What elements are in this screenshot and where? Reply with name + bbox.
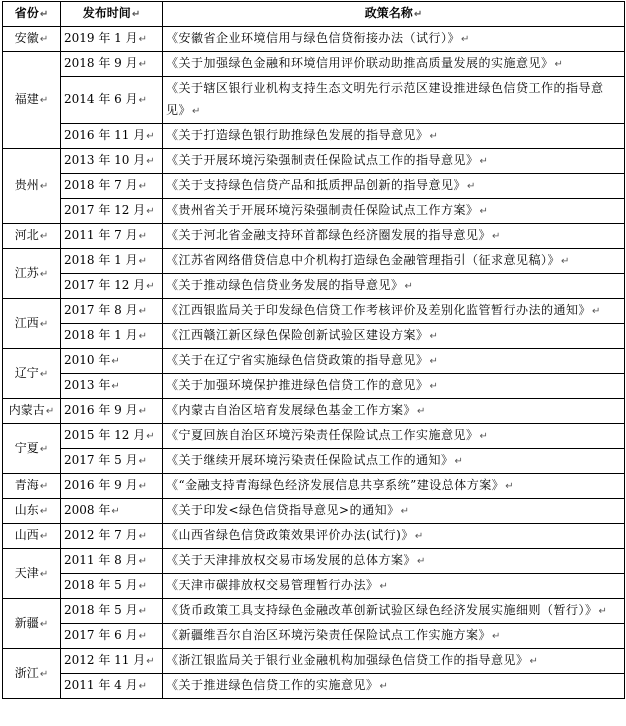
- table-row: [3, 199, 625, 224]
- date-cell: 2011 年 4 月↵: [61, 674, 163, 699]
- date-text: 2018 年 1 月: [64, 328, 138, 342]
- policy-text: 《江苏省网络借贷信息中介机构打造绿色金融管理指引（征求意见稿）》: [166, 253, 561, 267]
- policy-cell: 《关于加强绿色金融和环境信用评价联动助推高质量发展的实施意见》↵: [163, 52, 625, 77]
- policy-cell: 《浙江银监局关于银行业金融机构加强绿色信贷工作的指导意见》↵: [163, 649, 625, 674]
- date-text: 2017 年 12 月: [64, 278, 146, 292]
- policy-text: 《新疆维吾尔自治区环境污染责任保险试点工作实施方案》: [166, 628, 492, 642]
- date-text: 2011 年 7 月: [64, 228, 138, 242]
- date-cell: 2017 年 8 月↵: [61, 299, 163, 324]
- date-text: 2018 年 7 月: [64, 178, 138, 192]
- table-row: [3, 549, 625, 574]
- policy-cell: 《江西银监局关于印发绿色信贷工作考核评价及差别化监管暂行办法的通知》↵: [163, 299, 625, 324]
- date-cell: 2018 年 5 月↵: [61, 574, 163, 599]
- province-name: 辽宁: [14, 365, 39, 380]
- table-row: [3, 499, 625, 524]
- policy-cell: 《“金融支持青海绿色经济发展信息共享系统”建设总体方案》↵: [163, 474, 625, 499]
- table-row: [3, 77, 625, 124]
- policy-table: [2, 1, 625, 699]
- date-cell: 2012 年 11 月↵: [61, 649, 163, 674]
- policy-header: 政策名称↵: [163, 2, 625, 27]
- policy-cell: 《贵州省关于开展环境污染强制责任保险试点工作方案》↵: [163, 199, 625, 224]
- date-cell: 2010 年↵: [61, 349, 163, 374]
- date-cell: 2011 年 7 月↵: [61, 224, 163, 249]
- policy-cell: 《关于推进绿色信贷工作的实施意见》↵: [163, 674, 625, 699]
- policy-cell: 《安徽省企业环境信用与绿色信贷衔接办法（试行）》↵: [163, 27, 625, 52]
- policy-text: 《关于推动绿色信贷业务发展的指导意见》: [166, 278, 404, 292]
- province-cell: 安徽↵: [3, 27, 61, 52]
- policy-cell: 《江苏省网络借贷信息中介机构打造绿色金融管理指引（征求意见稿）》↵: [163, 249, 625, 274]
- date-text: 2018 年 5 月: [64, 578, 138, 592]
- table-row: [3, 124, 625, 149]
- province-name: 内蒙古: [8, 403, 45, 417]
- policy-text: 《关于河北省金融支持环首都绿色经济圈发展的指导意见》: [166, 228, 492, 242]
- date-text: 2018 年 1 月: [64, 253, 138, 267]
- table-row: [3, 649, 625, 674]
- policy-text: 《关于辖区银行业机构支持生态文明先行示范区建设推进绿色信贷工作的指导意见》: [166, 81, 604, 117]
- province-name: 天津: [14, 565, 39, 580]
- table-body: [3, 27, 625, 699]
- policy-text: 《安徽省企业环境信用与绿色信贷衔接办法（试行）》: [166, 31, 461, 45]
- policy-text: 《“金融支持青海绿色经济发展信息共享系统”建设总体方案》: [166, 478, 505, 492]
- date-text: 2018 年 5 月: [64, 603, 138, 617]
- policy-text: 《关于加强绿色金融和环境信用评价联动助推高质量发展的实施意见》: [166, 56, 554, 70]
- province-cell: 内蒙古↵: [3, 399, 61, 424]
- date-cell: 2017 年 5 月↵: [61, 449, 163, 474]
- policy-cell: 《关于打造绿色银行助推绿色发展的指导意见》↵: [163, 124, 625, 149]
- date-text: 2019 年 1 月: [64, 31, 138, 45]
- policy-cell: 《内蒙古自治区培育发展绿色基金工作方案》↵: [163, 399, 625, 424]
- province-name: 山西: [14, 528, 39, 542]
- province-cell: 贵州↵: [3, 149, 61, 224]
- province-name: 江苏: [14, 265, 39, 280]
- policy-text: 《天津市碳排放权交易管理暂行办法》: [166, 578, 379, 592]
- date-cell: 2018 年 1 月↵: [61, 324, 163, 349]
- date-cell: 2017 年 12 月↵: [61, 274, 163, 299]
- date-text: 2011 年 8 月: [64, 553, 138, 567]
- date-cell: 2018 年 9 月↵: [61, 52, 163, 77]
- province-header: 省份↵: [3, 2, 61, 27]
- province-cell: 辽宁↵: [3, 349, 61, 399]
- date-text: 2015 年 12 月: [64, 428, 146, 442]
- table-row: [3, 524, 625, 549]
- policy-cell: 《关于河北省金融支持环首都绿色经济圈发展的指导意见》↵: [163, 224, 625, 249]
- table-row: [3, 399, 625, 424]
- table-header: [3, 2, 625, 27]
- table-row: [3, 27, 625, 52]
- policy-cell: 《新疆维吾尔自治区环境污染责任保险试点工作实施方案》↵: [163, 624, 625, 649]
- table-row: [3, 149, 625, 174]
- province-name: 安徽: [14, 31, 39, 45]
- table-row: [3, 674, 625, 699]
- policy-cell: 《货币政策工具支持绿色金融改革创新试验区绿色经济发展实施细则（暂行）》↵: [163, 599, 625, 624]
- policy-cell: 《关于在辽宁省实施绿色信贷政策的指导意见》↵: [163, 349, 625, 374]
- policy-cell: 《关于支持绿色信贷产品和抵质押品创新的指导意见》↵: [163, 174, 625, 199]
- date-text: 2011 年 4 月: [64, 678, 138, 692]
- date-cell: 2012 年 7 月↵: [61, 524, 163, 549]
- policy-text: 《关于印发<绿色信贷指导意见>的通知》: [166, 503, 400, 517]
- policy-text: 《关于推进绿色信贷工作的实施意见》: [166, 678, 379, 692]
- policy-cell: 《关于继续开展环境污染责任保险试点工作的通知》↵: [163, 449, 625, 474]
- date-text: 2016 年 11 月: [64, 128, 146, 142]
- policy-cell: 《山西省绿色信贷政策效果评价办法(试行)》↵: [163, 524, 625, 549]
- province-name: 江西: [14, 315, 39, 330]
- date-text: 2017 年 6 月: [64, 628, 138, 642]
- date-text: 2017 年 8 月: [64, 303, 138, 317]
- province-cell: 河北↵: [3, 224, 61, 249]
- province-cell: 山东↵: [3, 499, 61, 524]
- date-cell: 2013 年 10 月↵: [61, 149, 163, 174]
- date-cell: 2016 年 9 月↵: [61, 399, 163, 424]
- date-cell: 2017 年 12 月↵: [61, 199, 163, 224]
- province-name: 青海: [14, 478, 39, 492]
- province-name: 浙江: [14, 665, 39, 680]
- province-cell: 天津↵: [3, 549, 61, 599]
- policy-cell: 《关于开展环境污染强制责任保险试点工作的指导意见》↵: [163, 149, 625, 174]
- table-row: [3, 374, 625, 399]
- policy-text: 《宁夏回族自治区环境污染责任保险试点工作实施意见》: [166, 428, 479, 442]
- policy-text: 《关于开展环境污染强制责任保险试点工作的指导意见》: [166, 153, 479, 167]
- table-row: [3, 174, 625, 199]
- date-cell: 2016 年 11 月↵: [61, 124, 163, 149]
- policy-text: 《关于打造绿色银行助推绿色发展的指导意见》: [166, 128, 429, 142]
- table-row: [3, 249, 625, 274]
- policy-cell: 《天津市碳排放权交易管理暂行办法》↵: [163, 574, 625, 599]
- date-text: 2016 年 9 月: [64, 478, 138, 492]
- policy-text: 《关于继续开展环境污染责任保险试点工作的通知》: [166, 453, 454, 467]
- table-row: [3, 324, 625, 349]
- province-name: 河北: [14, 228, 39, 242]
- date-text: 2012 年 11 月: [64, 653, 146, 667]
- policy-text: 《贵州省关于开展环境污染强制责任保险试点工作方案》: [166, 203, 479, 217]
- policy-text: 《内蒙古自治区培育发展绿色基金工作方案》: [166, 403, 417, 417]
- date-text: 2008 年: [64, 503, 111, 517]
- policy-cell: 《关于推动绿色信贷业务发展的指导意见》↵: [163, 274, 625, 299]
- table-row: [3, 624, 625, 649]
- date-cell: 2011 年 8 月↵: [61, 549, 163, 574]
- date-text: 2018 年 9 月: [64, 56, 138, 70]
- date-header: 发布时间↵: [61, 2, 163, 27]
- date-text: 2012 年 7 月: [64, 528, 138, 542]
- date-text: 2010 年: [64, 353, 111, 367]
- province-name: 宁夏: [14, 440, 39, 455]
- policy-cell: 《宁夏回族自治区环境污染责任保险试点工作实施意见》↵: [163, 424, 625, 449]
- date-cell: 2019 年 1 月↵: [61, 27, 163, 52]
- table-row: [3, 599, 625, 624]
- policy-cell: 《关于辖区银行业机构支持生态文明先行示范区建设推进绿色信贷工作的指导意见》↵: [163, 77, 625, 124]
- table-row: [3, 52, 625, 77]
- policy-cell: 《江西赣江新区绿色保险创新试验区建设方案》↵: [163, 324, 625, 349]
- policy-text: 《山西省绿色信贷政策效果评价办法(试行)》: [166, 528, 414, 542]
- policy-text: 《江西赣江新区绿色保险创新试验区建设方案》: [166, 328, 429, 342]
- province-name: 贵州: [14, 178, 39, 192]
- date-cell: 2014 年 6 月↵: [61, 77, 163, 124]
- date-cell: 2008 年↵: [61, 499, 163, 524]
- policy-text: 《货币政策工具支持绿色金融改革创新试验区绿色经济发展实施细则（暂行）》: [166, 603, 598, 617]
- province-name: 山东: [14, 503, 39, 517]
- date-cell: 2013 年↵: [61, 374, 163, 399]
- province-cell: 青海↵: [3, 474, 61, 499]
- date-text: 2013 年: [64, 378, 111, 392]
- province-cell: 江苏↵: [3, 249, 61, 299]
- table-row: [3, 224, 625, 249]
- policy-text: 《关于支持绿色信贷产品和抵质押品创新的指导意见》: [166, 178, 467, 192]
- province-cell: 山西↵: [3, 524, 61, 549]
- date-cell: 2018 年 5 月↵: [61, 599, 163, 624]
- date-cell: 2017 年 6 月↵: [61, 624, 163, 649]
- date-text: 2016 年 9 月: [64, 403, 138, 417]
- date-text: 2017 年 12 月: [64, 203, 146, 217]
- date-cell: 2018 年 7 月↵: [61, 174, 163, 199]
- province-name: 福建: [14, 92, 39, 106]
- province-cell: 江西↵: [3, 299, 61, 349]
- policy-cell: 《关于天津排放权交易市场发展的总体方案》↵: [163, 549, 625, 574]
- policy-text: 《关于加强环境保护推进绿色信贷工作的意见》: [166, 378, 429, 392]
- policy-cell: 《关于加强环境保护推进绿色信贷工作的意见》↵: [163, 374, 625, 399]
- date-cell: 2018 年 1 月↵: [61, 249, 163, 274]
- policy-cell: 《关于印发<绿色信贷指导意见>的通知》↵: [163, 499, 625, 524]
- policy-text: 《江西银监局关于印发绿色信贷工作考核评价及差别化监管暂行办法的通知》: [166, 303, 592, 317]
- date-text: 2017 年 5 月: [64, 453, 138, 467]
- province-cell: 新疆↵: [3, 599, 61, 649]
- date-cell: 2015 年 12 月↵: [61, 424, 163, 449]
- province-name: 新疆: [14, 615, 39, 630]
- header-row: [3, 2, 625, 27]
- table-row: [3, 274, 625, 299]
- province-cell: 福建↵: [3, 52, 61, 149]
- policy-text: 《关于在辽宁省实施绿色信贷政策的指导意见》: [166, 353, 429, 367]
- province-cell: 宁夏↵: [3, 424, 61, 474]
- date-text: 2013 年 10 月: [64, 153, 146, 167]
- date-text: 2014 年 6 月: [64, 92, 138, 106]
- date-cell: 2016 年 9 月↵: [61, 474, 163, 499]
- table-row: [3, 424, 625, 449]
- table-row: [3, 349, 625, 374]
- table-row: [3, 449, 625, 474]
- table-row: [3, 299, 625, 324]
- table-row: [3, 574, 625, 599]
- policy-text: 《关于天津排放权交易市场发展的总体方案》: [166, 553, 417, 567]
- province-cell: 浙江↵: [3, 649, 61, 699]
- table-row: [3, 474, 625, 499]
- policy-text: 《浙江银监局关于银行业金融机构加强绿色信贷工作的指导意见》: [166, 653, 529, 667]
